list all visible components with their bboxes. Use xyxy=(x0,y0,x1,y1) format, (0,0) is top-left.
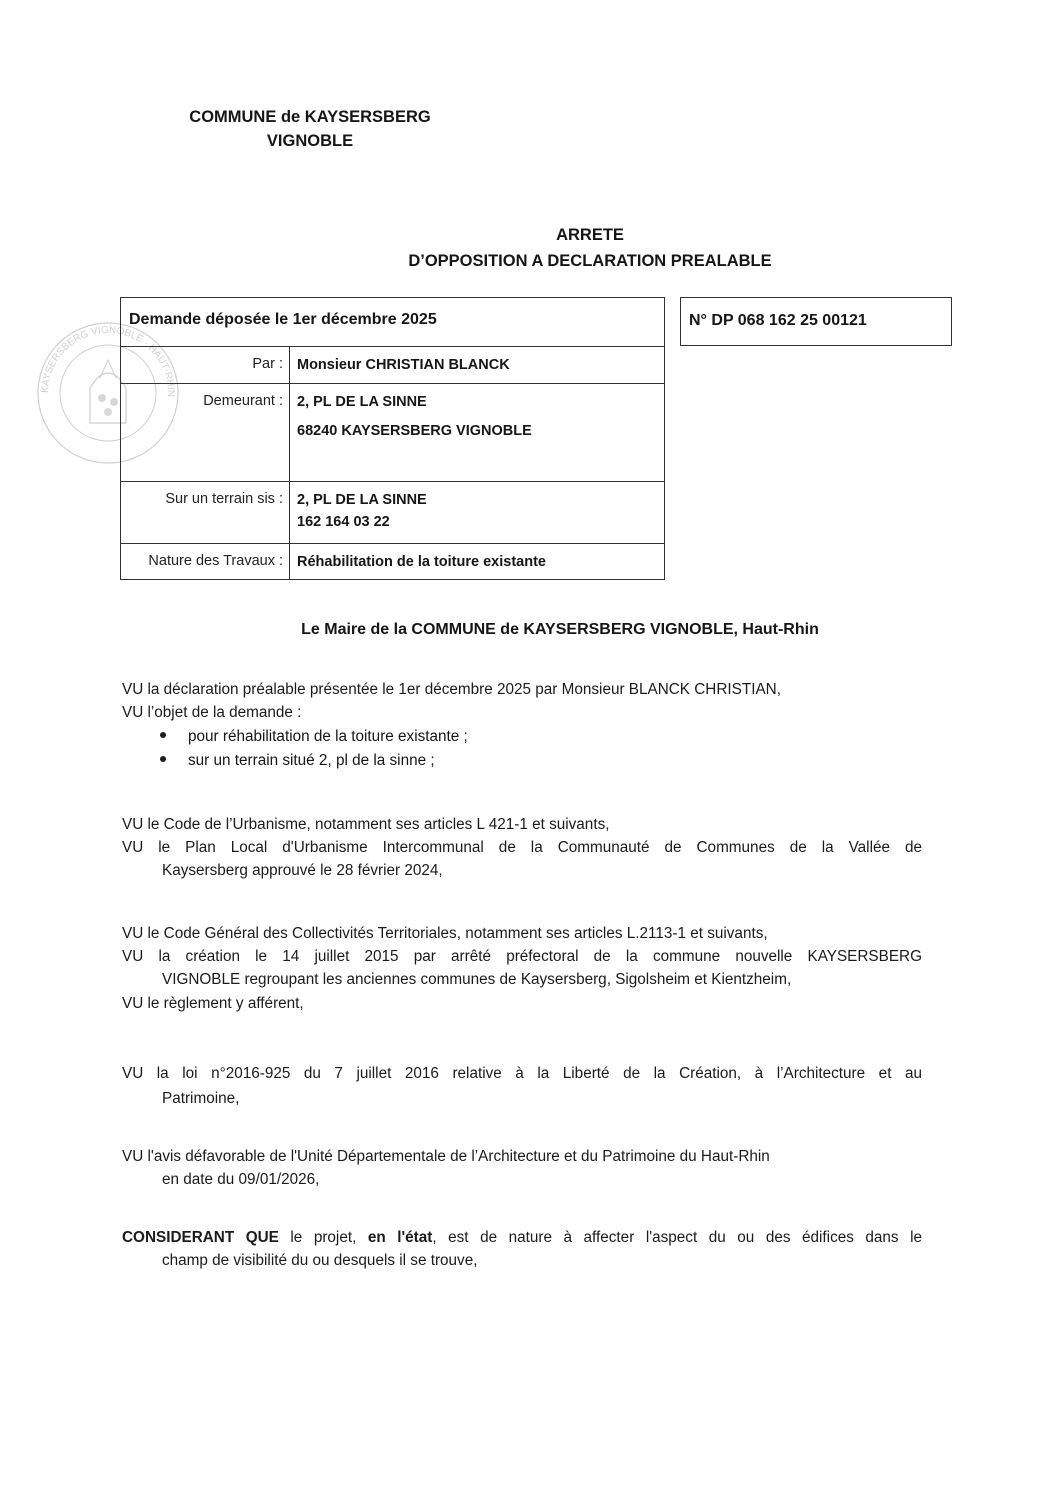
considerant-text: , est de nature à affecter l'aspect du ou des édifices dans le xyxy=(432,1229,923,1246)
considerant-text: le projet, xyxy=(278,1229,368,1246)
considerant xyxy=(122,1226,922,1272)
vu-objet: VU l’objet de la demande : xyxy=(122,704,302,721)
vu-avis-line1: VU l'avis défavorable de l'Unité Départementale de l’Architecture et du Patrimoine du Haut-Rhin xyxy=(122,1148,770,1165)
request-date-header: Demande déposée le 1er décembre 2025 xyxy=(129,311,437,328)
file-number-box xyxy=(680,297,952,346)
row-label: Sur un terrain sis : xyxy=(165,491,283,507)
bullet-item xyxy=(160,725,468,748)
table-divider xyxy=(121,346,664,347)
row-value: 162 164 03 22 xyxy=(297,514,390,530)
vu-cgct: VU le Code Général des Collectivités Territoriales, notamment ses articles L.2113-1 et suivants, xyxy=(122,925,768,942)
row-value: 68240 KAYSERSBERG VIGNOBLE xyxy=(297,423,532,439)
seal-text: KAYSERSBERG VIGNOBLE · HAUT-RHIN xyxy=(39,324,177,398)
table-column-divider xyxy=(289,346,290,579)
vu-loi-line2: Patrimoine, xyxy=(162,1090,240,1107)
vu-avis-line2: en date du 09/01/2026, xyxy=(162,1171,320,1188)
vu-creation-line2: VIGNOBLE regroupant les anciennes communes de Kaysersberg, Sigolsheim et Kientzheim, xyxy=(162,971,792,988)
request-table xyxy=(120,297,665,580)
row-label: Demeurant : xyxy=(203,393,283,409)
row-value: Réhabilitation de la toiture existante xyxy=(297,554,546,570)
vu-code-urbanisme: VU le Code de l’Urbanisme, notamment ses articles L 421-1 et suivants, xyxy=(122,816,610,833)
considerant-emphasis: en l'état xyxy=(367,1229,433,1246)
bullet-icon xyxy=(160,732,166,738)
table-divider xyxy=(121,481,664,482)
commune-header xyxy=(100,105,520,153)
commune-name-line2: VIGNOBLE xyxy=(266,132,354,150)
considerant-line2: champ de visibilité du ou desquels il se trouve, xyxy=(162,1252,478,1269)
bullet-icon xyxy=(160,756,166,762)
vu-loi-line1: VU la loi n°2016-925 du 7 juillet 2016 relative à la Liberté de la Création, à l’Architecture et au xyxy=(122,1065,922,1082)
document-title xyxy=(380,222,800,274)
row-label: Par : xyxy=(252,356,283,372)
table-divider xyxy=(121,543,664,544)
file-number: N° DP 068 162 25 00121 xyxy=(689,312,867,329)
vu-plu-line1: VU le Plan Local d'Urbanisme Intercommunal de la Communauté de Communes de la Vallée de xyxy=(122,839,922,856)
vu-plu xyxy=(122,836,922,882)
considerant-keyword: CONSIDERANT QUE xyxy=(122,1229,279,1246)
bullet-item xyxy=(160,749,435,772)
vu-avis xyxy=(122,1145,922,1191)
mayor-heading: Le Maire de la COMMUNE de KAYSERSBERG VIGNOBLE, Haut-Rhin xyxy=(301,621,819,638)
vu-plu-line2: Kaysersberg approuvé le 28 février 2024, xyxy=(162,862,443,879)
table-divider xyxy=(121,383,664,384)
vu-loi xyxy=(122,1062,922,1110)
vu-reglement: VU le règlement y afférent, xyxy=(122,995,304,1012)
title-line1: ARRETE xyxy=(556,226,624,244)
row-value: Monsieur CHRISTIAN BLANCK xyxy=(297,357,510,373)
row-value: 2, PL DE LA SINNE xyxy=(297,394,427,410)
vu-declaration: VU la déclaration préalable présentée le 1er décembre 2025 par Monsieur BLANCK CHRISTIAN, xyxy=(122,681,781,698)
row-label: Nature des Travaux : xyxy=(148,553,283,569)
bullet-text: pour réhabilitation de la toiture existante ; xyxy=(188,728,468,745)
bullet-text: sur un terrain situé 2, pl de la sinne ; xyxy=(188,752,435,769)
commune-name: COMMUNE de KAYSERSBERG xyxy=(189,108,431,126)
row-value: 2, PL DE LA SINNE xyxy=(297,492,427,508)
title-line2: D’OPPOSITION A DECLARATION PREALABLE xyxy=(408,252,772,270)
vu-creation xyxy=(122,945,922,991)
vu-creation-line1: VU la création le 14 juillet 2015 par arrêté préfectoral de la commune nouvelle KAYSERSBERG xyxy=(122,948,922,965)
considerant-line1 xyxy=(122,1226,922,1249)
